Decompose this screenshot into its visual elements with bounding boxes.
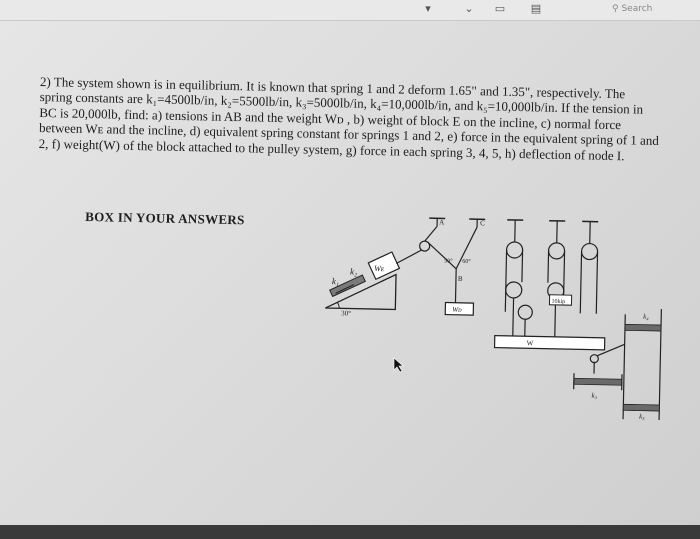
spring-frame [573,307,661,420]
pulley-system [505,220,598,338]
angle-ab-label: 50° [444,258,453,265]
k5-label: k₅ [639,413,645,421]
node-b-label: B [458,275,463,283]
print-icon[interactable]: ▤ [528,2,544,16]
angle-bc-label: 60° [462,258,471,265]
wd-label: Wᴅ [452,306,462,314]
we-label: Wᴇ [374,264,385,273]
answer-instruction: BOX IN YOUR ANSWERS [85,209,245,228]
document-page [0,21,700,539]
node-c-label: C [480,219,485,227]
ceiling-supports [429,218,598,222]
k2-label: k₂ [350,267,357,277]
browser-toolbar [0,0,700,21]
mouse-pointer-icon [393,357,405,373]
search-icon: ⚲ [612,4,619,14]
search-field[interactable] [612,2,692,16]
problem-statement: 2) The system shown is in equilibrium. It is known that spring 1 and 2 deform 1.65" and 1.35", respectively. The spring constants are k₁=4500lb/in, k₂=5500lb/in, k₃=5000lb/in, k₄=10,000lb/in, and k₅=10,000lb/in. If the tension in BC is 20,000lb, find: a) tensions in AB and the weight Wᴅ , b) weight of block E on the incline, c) normal force between Wᴇ and the incline, d) equivalent spring constant for springs 1 and 2, e) force in the equivalent spring of 1 and 2, f) weight(W) of the block attached to the pulley system, g) force in each spring 3, 4, 5, h) deflection of node I. [39,74,660,164]
k1-label: k₁ [332,276,339,286]
k3-label: k₃ [591,392,597,400]
search-placeholder: Search [621,4,652,14]
incline-angle-label: 30° [341,309,351,317]
node-a-label: A [439,218,444,226]
dropdown-arrow-icon[interactable]: ▾ [420,2,436,16]
load-label: 10kip [551,299,565,305]
window-icon[interactable]: ▭ [492,2,508,16]
chevron-down-icon[interactable]: ⌄ [462,2,476,16]
w-label: W [527,339,534,347]
block-w [495,336,605,350]
mechanics-diagram [293,197,668,425]
k4-label: k₄ [643,313,649,321]
